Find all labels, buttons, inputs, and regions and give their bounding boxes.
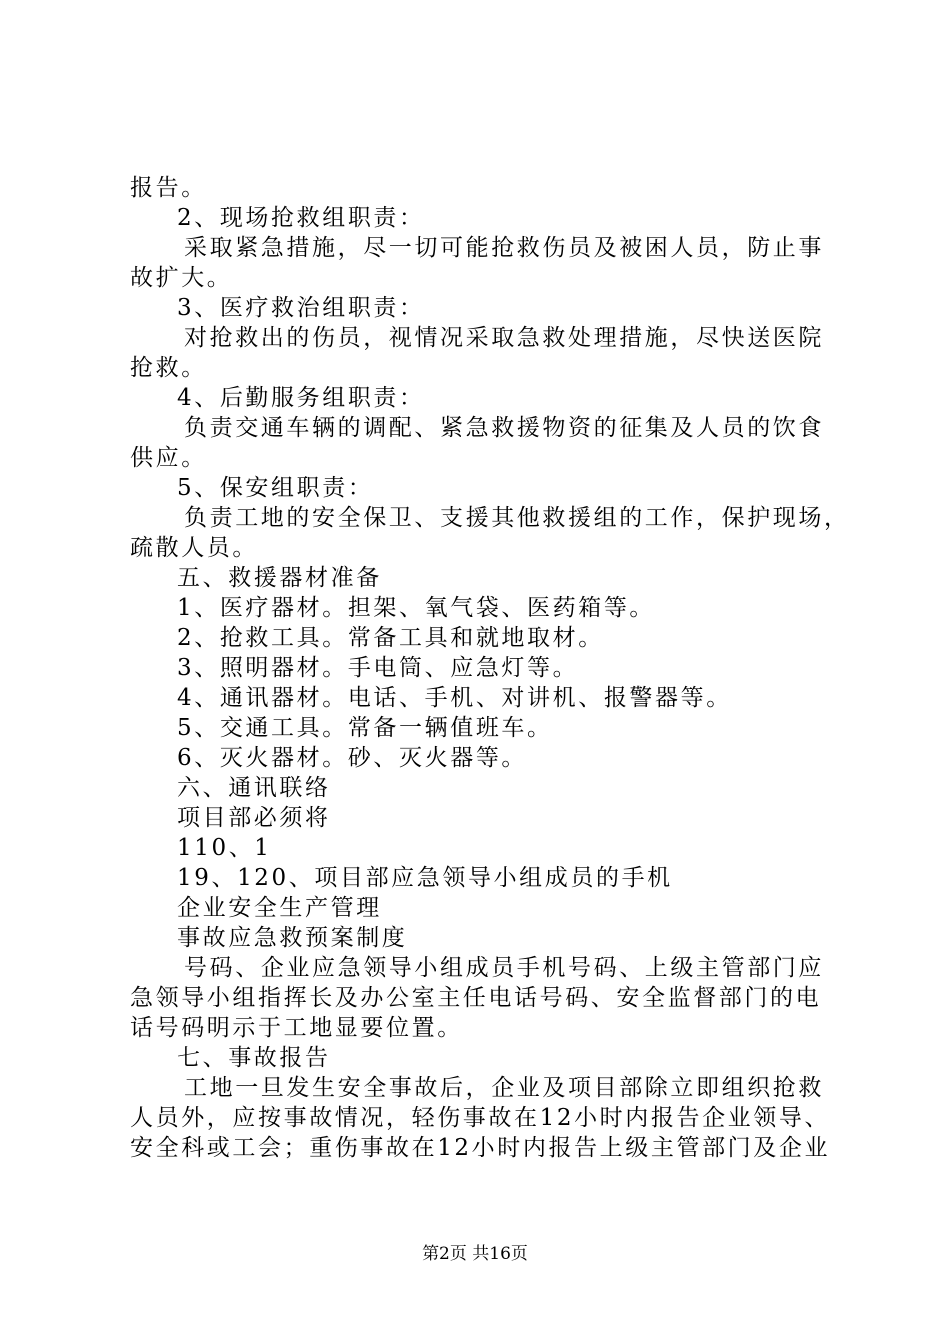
text-line: 企业安全生产管理 <box>177 895 382 921</box>
text-line: 1、医疗器材。担架、氧气袋、医药箱等。 <box>177 595 656 621</box>
text-line: 5、交通工具。常备一辆值班车。 <box>177 715 553 741</box>
document-body <box>130 173 850 1163</box>
text-line: 6、灭火器材。砂、灭火器等。 <box>177 745 528 771</box>
text-line: 六、通讯联络 <box>177 775 331 801</box>
text-line: 4、后勤服务组职责： <box>177 385 425 411</box>
text-line: 抢救。 <box>130 355 207 381</box>
text-line: 报告。 <box>130 175 207 201</box>
text-line: 安全科或工会；重伤事故在12小时内报告上级主管部门及企业 <box>130 1135 831 1161</box>
text-line: 2、抢救工具。常备工具和就地取材。 <box>177 625 604 651</box>
text-line: 4、通讯器材。电话、手机、对讲机、报警器等。 <box>177 685 732 711</box>
text-line: 急领导小组指挥长及办公室主任电话号码、安全监督部门的电 <box>130 985 822 1011</box>
text-line: 5、保安组职责： <box>177 475 374 501</box>
text-line: 3、医疗救治组职责： <box>177 295 425 321</box>
text-line: 采取紧急措施，尽一切可能抢救伤员及被困人员，防止事 <box>184 235 824 261</box>
text-line: 3、照明器材。手电筒、应急灯等。 <box>177 655 579 681</box>
text-line: 供应。 <box>130 445 207 471</box>
text-line: 19、120、项目部应急领导小组成员的手机 <box>177 865 673 891</box>
text-line: 工地一旦发生安全事故后，企业及项目部除立即组织抢救 <box>184 1075 824 1101</box>
text-line: 号码、企业应急领导小组成员手机号码、上级主管部门应 <box>184 955 824 981</box>
text-line: 话号码明示于工地显要位置。 <box>130 1015 463 1041</box>
text-line: 七、事故报告 <box>177 1045 331 1071</box>
text-line: 负责交通车辆的调配、紧急救援物资的征集及人员的饮食 <box>184 415 824 441</box>
text-line: 负责工地的安全保卫、支援其他救援组的工作，保护现场， <box>184 505 850 531</box>
text-line: 2、现场抢救组职责： <box>177 205 425 231</box>
page-footer: 第2页 共16页 <box>422 1244 528 1264</box>
text-line: 人员外，应按事故情况，轻伤事故在12小时内报告企业领导、 <box>130 1105 831 1131</box>
text-line: 五、救援器材准备 <box>177 565 382 591</box>
text-line: 项目部必须将 <box>177 805 331 831</box>
text-line: 疏散人员。 <box>130 535 258 561</box>
text-line: 对抢救出的伤员，视情况采取急救处理措施，尽快送医院 <box>184 325 824 351</box>
text-line: 110、1 <box>177 835 272 861</box>
text-line: 故扩大。 <box>130 265 233 291</box>
text-line: 事故应急救预案制度 <box>177 925 408 951</box>
